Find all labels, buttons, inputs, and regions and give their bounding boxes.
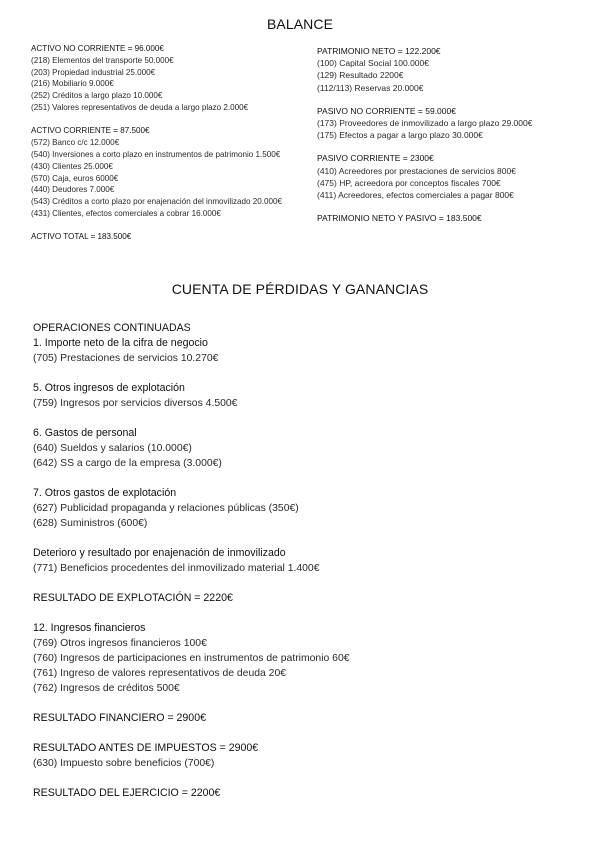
gastos-personal-header: 6. Gastos de personal [33, 427, 137, 439]
list-item: (430) Clientes 25.000€ [31, 161, 113, 171]
list-item: (100) Capital Social 100.000€ [317, 58, 429, 69]
list-item: (627) Publicidad propaganda y relaciones públicas (350€) [33, 503, 299, 514]
list-item: (431) Clientes, efectos comerciales a cobrar 16.000€ [31, 208, 221, 218]
list-item: (759) Ingresos por servicios diversos 4.500€ [33, 398, 238, 409]
activo-no-corriente-header: ACTIVO NO CORRIENTE = 96.000€ [31, 44, 164, 53]
list-item: (440) Deudores 7.000€ [31, 185, 115, 195]
list-item: (761) Ingreso de valores representativos de deuda 20€ [33, 668, 287, 679]
resultado-antes-impuestos: RESULTADO ANTES DE IMPUESTOS = 2900€ [33, 742, 259, 754]
list-item: (771) Beneficios procedentes del inmovilizado material 1.400€ [33, 563, 320, 574]
list-item: (175) Efectos a pagar a largo plazo 30.000€ [317, 130, 483, 141]
list-item: (570) Caja, euros 6000€ [31, 173, 119, 183]
list-item: (173) Proveedores de inmovilizado a largo plazo 29.000€ [317, 118, 533, 129]
list-item: (769) Otros ingresos financieros 100€ [33, 638, 207, 649]
list-item: (705) Prestaciones de servicios 10.270€ [33, 353, 219, 364]
list-item: (630) Impuesto sobre beneficios (700€) [33, 758, 215, 769]
list-item: (129) Resultado 2200€ [317, 70, 404, 81]
balance-title: BALANCE [266, 16, 334, 32]
importe-neto-header: 1. Importe neto de la cifra de negocio [33, 337, 208, 349]
list-item: (475) HP, acreedora por conceptos fiscales 700€ [317, 177, 501, 188]
list-item: (640) Sueldos y salarios (10.000€) [33, 443, 192, 454]
list-item: (203) Propiedad industrial 25.000€ [31, 67, 156, 77]
list-item: (762) Ingresos de créditos 500€ [33, 683, 180, 694]
pasivo-no-corriente-header: PASIVO NO CORRIENTE = 59.000€ [317, 105, 456, 116]
list-item: (216) Mobiliario 9.000€ [31, 79, 114, 89]
balance-pasivo-column [317, 45, 587, 224]
list-item: (410) Acreedores por prestaciones de servicios 800€ [317, 165, 516, 176]
cuenta-title: CUENTA DE PÉRDIDAS Y GANANCIAS [171, 281, 429, 297]
list-item: (642) SS a cargo de la empresa (3.000€) [33, 458, 222, 469]
list-item: (112/113) Reservas 20.000€ [317, 82, 424, 93]
deterioro-header: Deterioro y resultado por enajenación de inmovilizado [33, 547, 286, 559]
resultado-explotacion: RESULTADO DE EXPLOTACIÓN = 2220€ [33, 592, 233, 604]
ingresos-financieros-header: 12. Ingresos financieros [33, 622, 146, 634]
list-item: (218) Elementos del transporte 50.000€ [31, 55, 174, 65]
balance-activo-column [31, 43, 321, 243]
otros-ingresos-header: 5. Otros ingresos de explotación [33, 382, 185, 394]
list-item: (572) Banco c/c 12.000€ [31, 138, 120, 148]
list-item: (760) Ingresos de participaciones en instrumentos de patrimonio 60€ [33, 653, 350, 664]
list-item: (543) Créditos a corto plazo por enajenación del inmovilizado 20.000€ [31, 197, 283, 207]
list-item: (252) Créditos a largo plazo 10.000€ [31, 91, 163, 101]
cuenta-perdidas-ganancias [33, 321, 573, 801]
resultado-ejercicio: RESULTADO DEL EJERCICIO = 2200€ [33, 787, 221, 799]
pasivo-corriente-header: PASIVO CORRIENTE = 2300€ [317, 153, 434, 164]
activo-corriente-header: ACTIVO CORRIENTE = 87.500€ [31, 126, 150, 136]
otros-gastos-header: 7. Otros gastos de explotación [33, 487, 177, 499]
list-item: (251) Valores representativos de deuda a largo plazo 2.000€ [31, 102, 249, 112]
list-item: (411) Acreedores, efectos comerciales a pagar 800€ [317, 190, 514, 201]
list-item: (628) Suministros (600€) [33, 518, 148, 529]
activo-total: ACTIVO TOTAL = 183.500€ [31, 232, 132, 242]
resultado-financiero: RESULTADO FINANCIERO = 2900€ [33, 712, 206, 724]
operaciones-continuadas: OPERACIONES CONTINUADAS [33, 322, 191, 334]
patrimonio-neto-header: PATRIMONIO NETO = 122.200€ [317, 46, 441, 56]
list-item: (540) Inversiones a corto plazo en instrumentos de patrimonio 1.500€ [31, 149, 281, 159]
patrimonio-neto-y-pasivo: PATRIMONIO NETO Y PASIVO = 183.500€ [317, 213, 482, 224]
